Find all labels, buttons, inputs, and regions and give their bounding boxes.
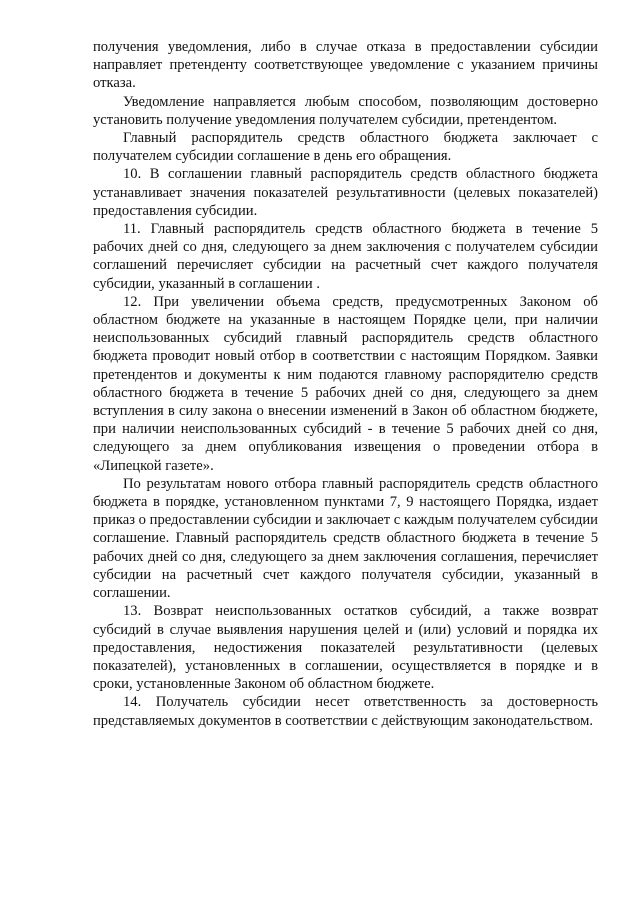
paragraph-item-14: 14. Получатель субсидии несет ответственность за достоверность представляемых документов в соответствии с действующим законодательством.	[93, 694, 598, 729]
paragraph-new-selection-results: По результатам нового отбора главный распорядитель средств областного бюджета в порядке, установленном пунктами 7, 9 настоящего Порядка, издает приказ о предоставлении субсидии и заключает с каждым получателем субсидии соглашение. Главный распорядитель средств областного бюджета в течение 5 рабочих дней со дня, следующего за днем заключения соглашения, перечисляет субсидии на расчетный счет каждого получателя субсидии, указанный в соглашении.	[93, 475, 598, 602]
paragraph-continuation: получения уведомления, либо в случае отказа в предоставлении субсидии направляет претенденту соответствующее уведомление с указанием причины отказа.	[93, 39, 598, 92]
document-body	[93, 38, 598, 730]
paragraph-item-11: 11. Главный распорядитель средств областного бюджета в течение 5 рабочих дней со дня, следующего за днем заключения с получателем субсидии соглашений перечисляет субсидии на расчетный счет каждого получателя субсидии, указанный в соглашении .	[93, 221, 598, 292]
paragraph-item-10: 10. В соглашении главный распорядитель средств областного бюджета устанавливает значения показателей результативности (целевых показателей) предоставления субсидии.	[93, 166, 598, 219]
paragraph-notification-method: Уведомление направляется любым способом, позволяющим достоверно установить получение уведомления получателем субсидии, претендентом.	[93, 93, 598, 128]
paragraph-item-13: 13. Возврат неиспользованных остатков субсидий, а также возврат субсидий в случае выявления нарушения целей и (или) условий и порядка их предоставления, недостижения показателей результативности (целевых показателей), установленных в соглашении, осуществляется в порядке и в сроки, установленные Законом об областном бюджете.	[93, 603, 598, 693]
paragraph-item-12: 12. При увеличении объема средств, предусмотренных Законом об областном бюджете на указанные в настоящем Порядке цели, при наличии неиспользованных субсидий главный распорядитель средств областного бюджета проводит новый отбор в соответствии с настоящим Порядком. Заявки претендентов и документы к ним подаются главному распорядителю средств областного бюджета в течение 5 рабочих дней со дня, следующего за днем вступления в силу закона о внесении изменений в Закон об областном бюджете, при наличии неиспользованных субсидий - в течение 5 рабочих дней со дня, следующего за днем опубликования извещения о проведении отбора в «Липецкой газете».	[93, 293, 598, 474]
paragraph-agreement: Главный распорядитель средств областного бюджета заключает с получателем субсидии соглашение в день его обращения.	[93, 130, 598, 165]
